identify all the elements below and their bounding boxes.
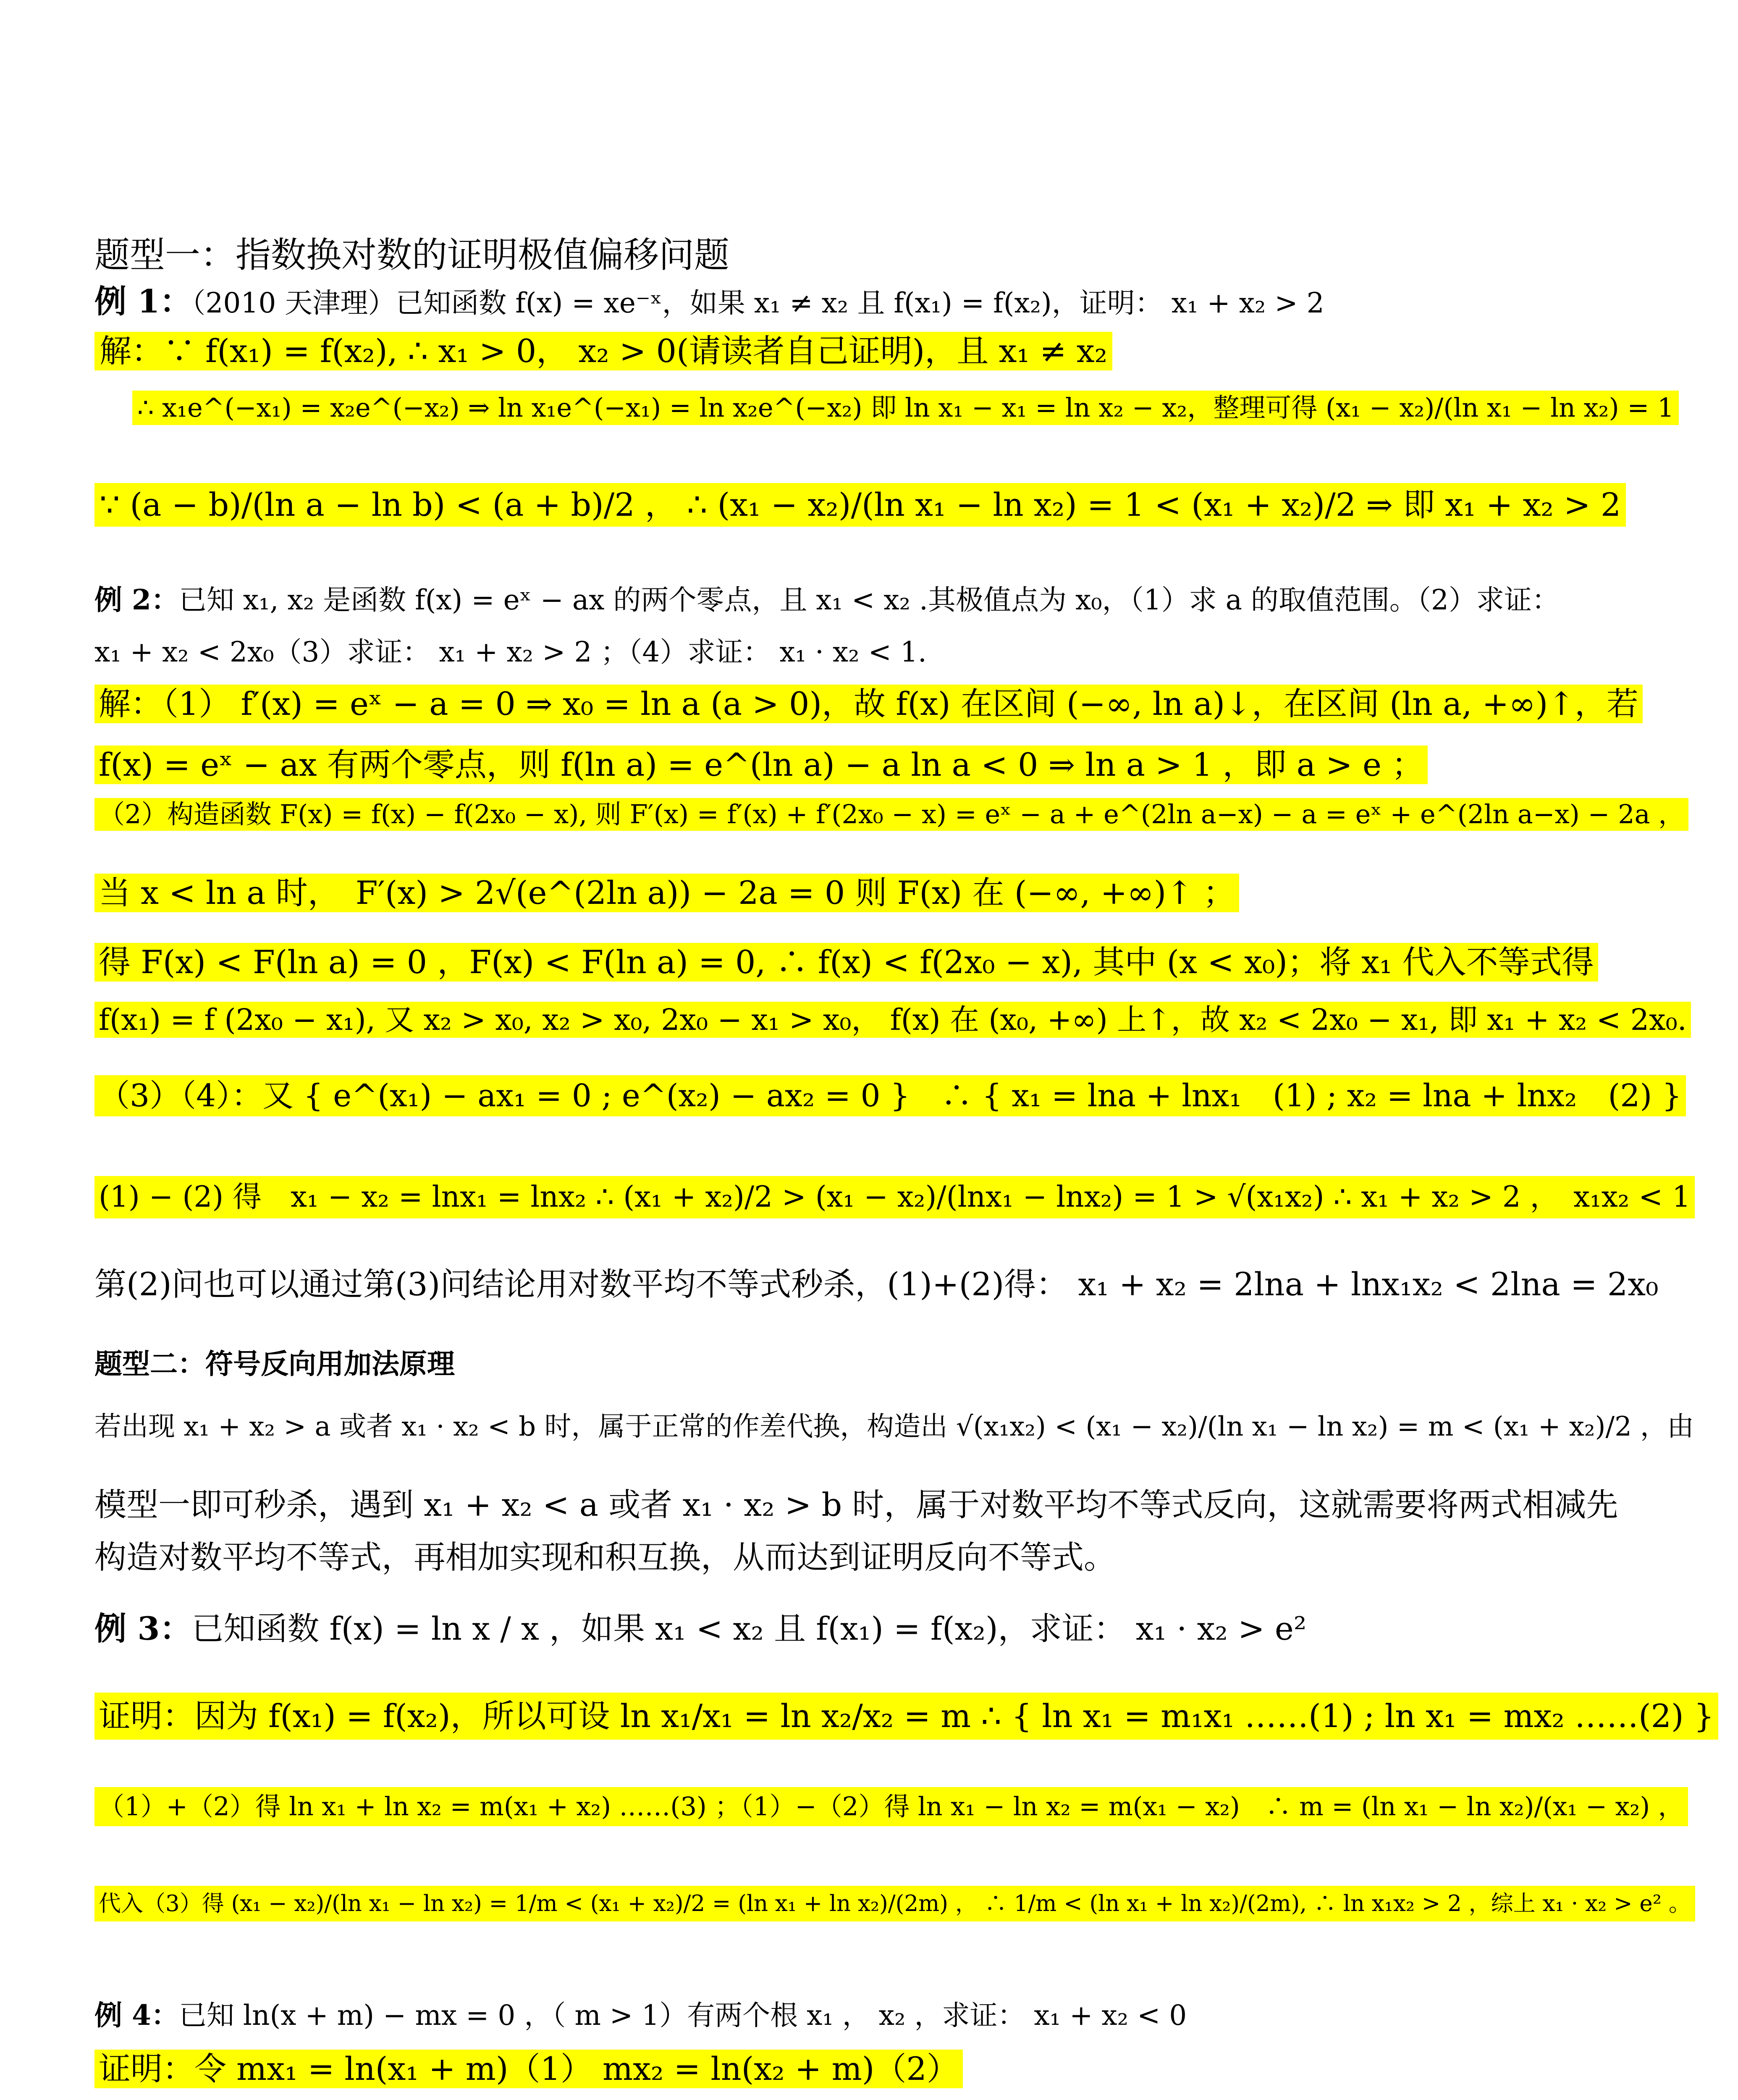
example1-solution-line3: ∵ (a − b)/(ln a − ln b) < (a + b)/2 ， ∴ (x₁ − x₂)/(ln x₁ − ln x₂) = 1 < (x₁ + x₂)/2 ⇒ 即 x₁ + x₂ > 2 bbox=[94, 483, 1626, 527]
example2-solution-line2: f(x) = eˣ − ax 有两个零点，则 f(ln a) = e^(ln a) − a ln a < 0 ⇒ ln a > 1 ，即 a > e ； bbox=[94, 746, 1428, 784]
example4-label: 例 4： bbox=[94, 1999, 179, 2032]
example2-solution-line5: 得 F(x) < F(ln a) = 0 ，F(x) < F(ln a) = 0, ∴ f(x) < f(2x₀ − x), 其中 (x < x₀)；将 x₁ 代入不等式得 bbox=[94, 943, 1598, 982]
example1-solution-line2: ∴ x₁e^(−x₁) = x₂e^(−x₂) ⇒ ln x₁e^(−x₁) = ln x₂e^(−x₂) 即 ln x₁ − x₁ = ln x₂ − x₂，整理可得 (x₁ − x₂)/(ln x₁ − ln x₂) = 1 bbox=[132, 391, 1679, 425]
example2-solution-line6: f(x₁) = f (2x₀ − x₁), 又 x₂ > x₀, x₂ > x₀, 2x₀ − x₁ > x₀， f(x) 在 (x₀, +∞) 上↑，故 x₂ < 2x₀ − x₁, 即 x₁ + x₂ < 2x₀. bbox=[94, 1002, 1691, 1038]
section2-intro-line3: 构造对数平均不等式，再相加实现和积互换，从而达到证明反向不等式。 bbox=[94, 1538, 1116, 1576]
example2-solution-line4: 当 x < ln a 时， F′(x) > 2√(e^(2ln a)) − 2a = 0 则 F(x) 在 (−∞, +∞)↑ ； bbox=[94, 874, 1239, 912]
section2-title: 题型二：符号反向用加法原理 bbox=[94, 1348, 455, 1380]
example2-solution-line8: (1) − (2) 得 x₁ − x₂ = lnx₁ = lnx₂ ∴ (x₁ + x₂)/2 > (x₁ − x₂)/(lnx₁ − lnx₂) = 1 > √(x₁x₂) ∴ x₁ + x₂ > 2 ， x₁x₂ < 1 bbox=[94, 1176, 1695, 1218]
example4-solution-line1: 证明：令 mx₁ = ln(x₁ + m)（1） mx₂ = ln(x₂ + m)（2） bbox=[94, 2050, 963, 2088]
example2-statement-line1: 例 2：已知 x₁, x₂ 是函数 f(x) = eˣ − ax 的两个零点，且 x₁ < x₂ .其极值点为 x₀，（1）求 a 的取值范围。（2）求证： bbox=[94, 583, 1560, 616]
example3-solution-line1: 证明：因为 f(x₁) = f(x₂)，所以可设 ln x₁/x₁ = ln x₂/x₂ = m ∴ { ln x₁ = m₁x₁ ……(1) ; ln x₁ = mx₂ ……(2) } bbox=[94, 1693, 1718, 1740]
example1-label: 例 1： bbox=[94, 283, 192, 320]
example3-statement: 例 3：已知函数 f(x) = ln x / x ，如果 x₁ < x₂ 且 f(x₁) = f(x₂)，求证： x₁ · x₂ > e² bbox=[94, 1610, 1307, 1647]
example2-statement-line2: x₁ + x₂ < 2x₀（3）求证： x₁ + x₂ > 2 ；（4）求证： x₁ · x₂ < 1. bbox=[94, 636, 927, 668]
example2-note: 第(2)问也可以通过第(3)问结论用对数平均不等式秒杀，(1)+(2)得： x₁ + x₂ = 2lna + lnx₁x₂ < 2lna = 2x₀ bbox=[94, 1265, 1659, 1303]
example4-statement: 例 4：已知 ln(x + m) − mx = 0 ，（ m > 1）有两个根 x₁ ， x₂ ，求证： x₁ + x₂ < 0 bbox=[94, 1999, 1187, 2032]
section2-intro-line2: 模型一即可秒杀，遇到 x₁ + x₂ < a 或者 x₁ · x₂ > b 时，属于对数平均不等式反向，这就需要将两式相减先 bbox=[94, 1486, 1618, 1523]
example3-solution-line2: （1）+（2）得 ln x₁ + ln x₂ = m(x₁ + x₂) ……(3) ；（1）−（2）得 ln x₁ − ln x₂ = m(x₁ − x₂) ∴ m = (ln x₁ − ln x₂)/(x₁ − x₂) ， bbox=[94, 1787, 1688, 1826]
example2-solution-line7: （3）（4）：又 { e^(x₁) − ax₁ = 0 ; e^(x₂) − ax₂ = 0 } ∴ { x₁ = lna + lnx₁ (1) ; x₂ = lna + lnx₂ (2) } bbox=[94, 1075, 1686, 1116]
example2-solution-line1: 解：（1） f′(x) = eˣ − a = 0 ⇒ x₀ = ln a (a > 0)，故 f(x) 在区间 (−∞, ln a)↓，在区间 (ln a, +∞)↑，若 bbox=[94, 685, 1643, 723]
example3-solution-line3: 代入（3）得 (x₁ − x₂)/(ln x₁ − ln x₂) = 1/m < (x₁ + x₂)/2 = (ln x₁ + ln x₂)/(2m) ， ∴ 1/m < (ln x₁ + ln x₂)/(2m), ∴ ln x₁x₂ > 2 ，综上 x₁ · x₂ > e² 。 bbox=[94, 1886, 1695, 1922]
example1-solution-line1: 解：∵ f(x₁) = f(x₂), ∴ x₁ > 0， x₂ > 0(请读者自己证明)，且 x₁ ≠ x₂ bbox=[94, 332, 1112, 370]
section2-intro-line1: 若出现 x₁ + x₂ > a 或者 x₁ · x₂ < b 时，属于正常的作差代换，构造出 √(x₁x₂) < (x₁ − x₂)/(ln x₁ − ln x₂) = m < (x₁ + x₂)/2 ，由 bbox=[94, 1411, 1694, 1442]
example1-statement: 例 1：（2010 天津理）已知函数 f(x) = xe⁻ˣ，如果 x₁ ≠ x₂ 且 f(x₁) = f(x₂)，证明： x₁ + x₂ > 2 bbox=[94, 283, 1324, 320]
section1-title: 题型一：指数换对数的证明极值偏移问题 bbox=[94, 234, 730, 276]
example2-label: 例 2： bbox=[94, 583, 179, 616]
example2-solution-line3: （2）构造函数 F(x) = f(x) − f(2x₀ − x), 则 F′(x) = f′(x) + f′(2x₀ − x) = eˣ − a + e^(2ln a−x) − a = eˣ + e^(2ln a−x) − 2a ， bbox=[94, 798, 1688, 831]
example3-label: 例 3： bbox=[94, 1610, 192, 1647]
